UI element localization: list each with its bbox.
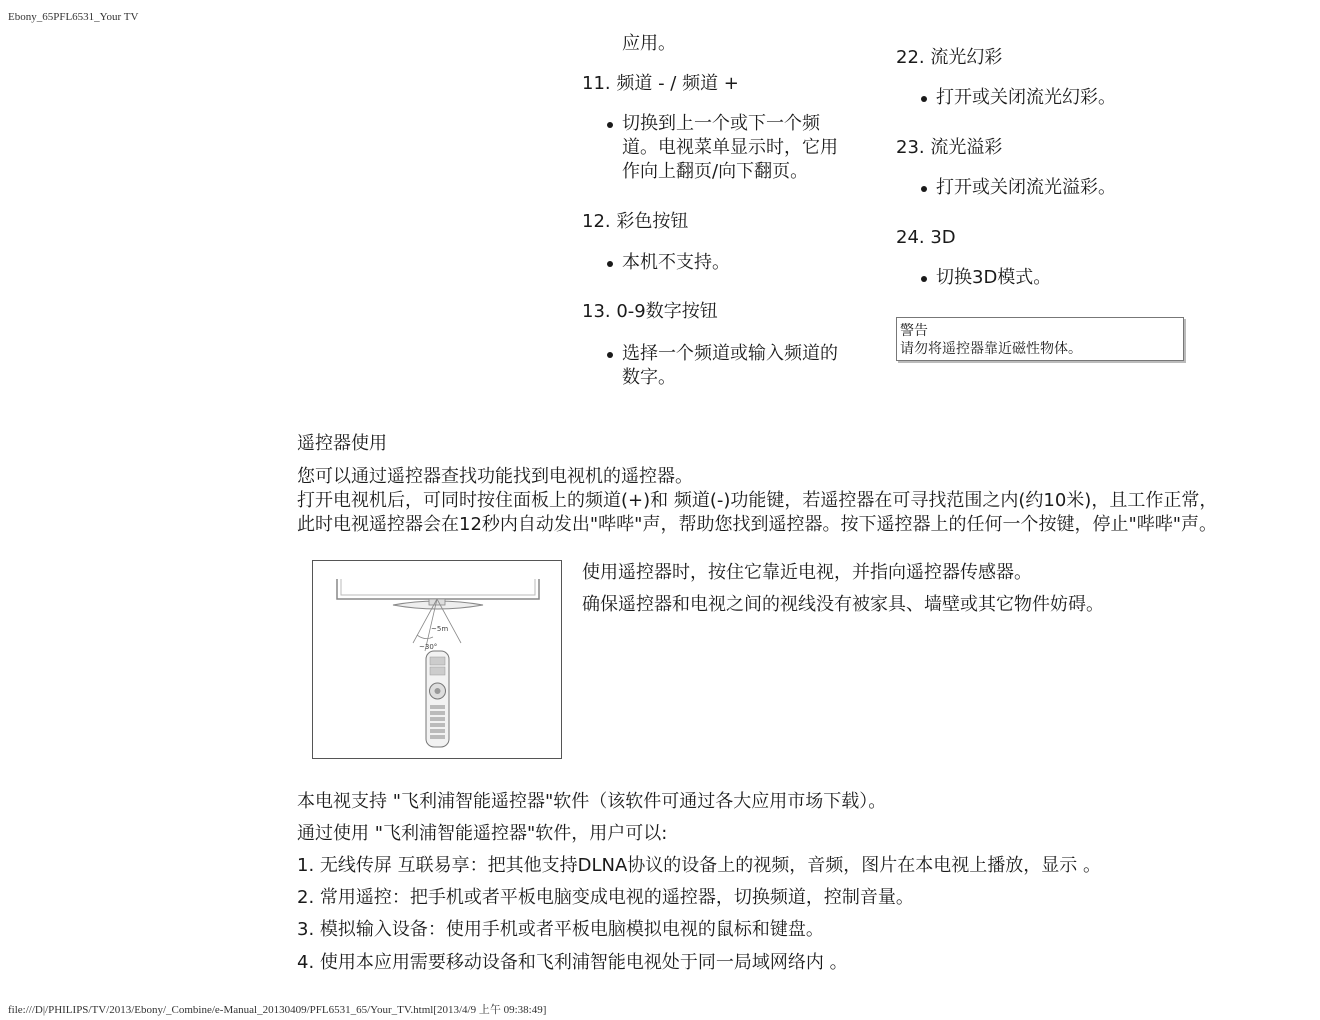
bullet-dot (604, 112, 622, 184)
item11-line3: 作向上翻页/向下翻页。 (622, 161, 809, 182)
item22-bullet (918, 86, 1116, 110)
remote-para-1: 您可以通过遥控器查找功能找到电视机的遥控器。 (297, 466, 693, 487)
item12-text: 本机不支持。 (622, 252, 730, 273)
smart-line-3: 1. 无线传屏 互联易享：把其他支持DLNA协议的设备上的视频，音频，图片在本电视上播放，显示 。 (297, 855, 1102, 876)
smart-line-1: 本电视支持 "飞利浦智能遥控器"软件（该软件可通过各大应用市场下载）。 (297, 791, 887, 812)
smart-line-6: 4. 使用本应用需要移动设备和飞利浦智能电视处于同一局域网络内 。 (297, 952, 848, 973)
item13-title: 13. 0-9数字按钮 (582, 301, 718, 322)
remote-para-2: 打开电视机后，可同时按住面板上的频道(+)和 频道(-)功能键，若遥控器在可寻找范围之内(约10米)，且工作正常， (297, 490, 1218, 511)
item24-title: 24. 3D (896, 227, 956, 248)
figure-text-2: 确保遥控器和电视之间的视线没有被家具、墙壁或其它物件妨碍。 (582, 594, 1104, 615)
tv-remote-illustration (313, 561, 561, 758)
bullet-dot (918, 176, 936, 200)
smart-line-4: 2. 常用遥控：把手机或者平板电脑变成电视的遥控器，切换频道，控制音量。 (297, 887, 914, 908)
item13-line2: 数字。 (622, 367, 676, 388)
item11-bullet (604, 112, 838, 184)
remote-usage-figure (312, 560, 562, 759)
item22-text: 打开或关闭流光幻彩。 (936, 87, 1116, 108)
distance-label: ~5m (431, 625, 449, 633)
figure-text-1: 使用遥控器时，按住它靠近电视，并指向遥控器传感器。 (582, 562, 1032, 583)
item12-bullet (604, 251, 730, 275)
bullet-dot (918, 266, 936, 290)
bullet-dot (604, 251, 622, 275)
angle-label: ~30° (419, 643, 438, 651)
item22-title: 22. 流光幻彩 (896, 47, 1003, 68)
item24-bullet (918, 266, 1051, 290)
bullet-dot (604, 342, 622, 390)
warning-title: 警告 (900, 323, 928, 339)
warning-text: 请勿将遥控器靠近磁性物体。 (900, 341, 1082, 357)
item13-line1: 选择一个频道或输入频道的 (622, 343, 838, 364)
item11-line1: 切换到上一个或下一个频 (622, 113, 820, 134)
item11-line2: 道。电视菜单显示时，它用 (622, 137, 838, 158)
item11-title: 11. 频道 - / 频道 + (582, 73, 739, 94)
remote-para-3: 此时电视遥控器会在12秒内自动发出"哔哔"声，帮助您找到遥控器。按下遥控器上的任何一个按键，停止"哔哔"声。 (297, 514, 1218, 535)
page-footer-path: file:///D|/PHILIPS/TV/2013/Ebony/_Combine/e-Manual_20130409/PFL6531_65/Your_TV.html[2013/4/9 上午 09:38:49] (8, 1004, 547, 1016)
warning-box (896, 317, 1184, 361)
item12-title: 12. 彩色按钮 (582, 211, 689, 232)
smart-line-5: 3. 模拟输入设备：使用手机或者平板电脑模拟电视的鼠标和键盘。 (297, 919, 824, 940)
page-header: Ebony_65PFL6531_Your TV (8, 11, 139, 23)
bullet-dot (918, 86, 936, 110)
smart-line-2: 通过使用 "飞利浦智能遥控器"软件，用户可以: (297, 823, 668, 844)
item24-text: 切换3D模式。 (936, 267, 1052, 288)
item23-title: 23. 流光溢彩 (896, 137, 1003, 158)
item23-bullet (918, 176, 1116, 200)
item13-bullet (604, 342, 838, 390)
item10-continuation: 应用。 (622, 33, 676, 54)
section-heading: 遥控器使用 (297, 433, 387, 454)
tv-body (337, 579, 539, 599)
item23-text: 打开或关闭流光溢彩。 (936, 177, 1116, 198)
